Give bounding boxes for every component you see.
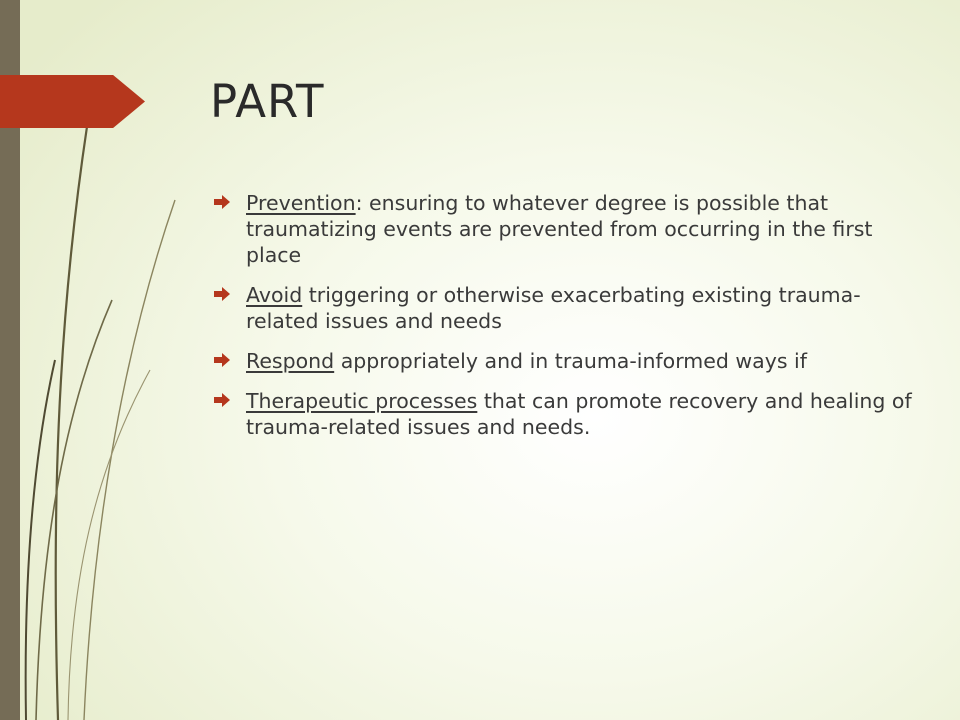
- bullet-text: appropriately and in trauma-informed ways if: [334, 349, 807, 373]
- bullet-keyword: Prevention: [246, 191, 356, 215]
- bullet-keyword: Therapeutic processes: [246, 389, 478, 413]
- bullet-item: [212, 388, 922, 440]
- bullet-item: [212, 282, 922, 334]
- bullet-text: that can promote recovery and healing of trauma-related issues and needs.: [246, 389, 912, 439]
- bullet-list: [212, 190, 922, 454]
- arrow-bullet-icon: [214, 393, 230, 407]
- bullet-text: triggering or otherwise exacerbating existing trauma-related issues and needs: [246, 283, 861, 333]
- bullet-text: : ensuring to whatever degree is possible that traumatizing events are prevented from occurring in the first place: [246, 191, 873, 267]
- arrow-bullet-icon: [214, 287, 230, 301]
- title-accent-tab: [0, 75, 145, 128]
- bullet-item: [212, 190, 922, 268]
- bullet-item: [212, 348, 922, 374]
- bullet-keyword: Avoid: [246, 283, 303, 307]
- arrow-bullet-icon: [214, 353, 230, 367]
- slide-title: PART: [210, 75, 325, 128]
- bullet-keyword: Respond: [246, 349, 335, 373]
- arrow-bullet-icon: [214, 195, 230, 209]
